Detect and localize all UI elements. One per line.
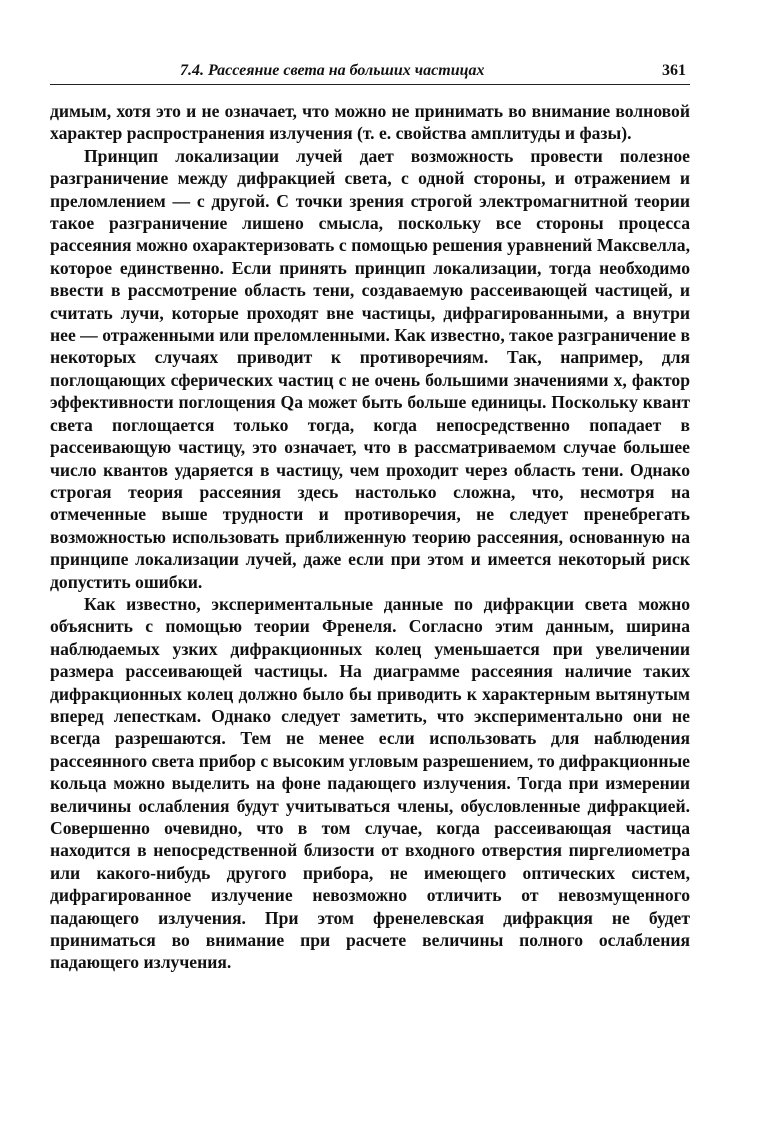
page-number: 361 — [662, 62, 686, 79]
page-header — [50, 62, 690, 85]
paragraph-localization-principle: Принцип локализации лучей дает возможность провести полезное разграничение между дифракцией света, с одной стороны, и отражением и преломлением — с другой. С точки зрения строгой электромагнитной теории такое разграничение лишено смысла, поскольку все стороны процесса рассеяния можно охарактеризовать с помощью решения уравнений Максвелла, которое единственно. Если принять принцип локализации, тогда необходимо ввести в рассмотрение область тени, создаваемую рассеивающей частицей, и считать лучи, которые проходят вне частицы, дифрагированными, а внутри нее — отраженными или преломленными. Как известно, такое разграничение в некоторых случаях приводит к противоречиям. Так, например, для поглощающих сферических частиц с не очень большими значениями x, фактор эффективности поглощения Qa может быть больше единицы. Поскольку квант света поглощается только тогда, когда непосредственно попадает в рассеивающую частицу, это означает, что в рассматриваемом случае большее число квантов ударяется в частицу, чем проходит через область тени. Однако строгая теория рассеяния здесь настолько сложна, что, несмотря на отмеченные выше трудности и противоречия, не следует пренебрегать возможностью использовать приближенную теорию рассеяния, основанную на принципе локализации лучей, даже если при этом и имеется некоторый риск допустить ошибки. — [50, 145, 690, 592]
running-title: 7.4. Рассеяние света на больших частицах — [180, 62, 485, 79]
body-text — [50, 100, 690, 974]
paragraph-diffraction-experiments: Как известно, экспериментальные данные по дифракции света можно объяснить с помощью теории Френеля. Согласно этим данным, ширина наблюдаемых узких дифракционных колец уменьшается при увеличении размера рассеивающей частицы. На диаграмме рассеяния наличие таких дифракционных колец должно было бы приводить к характерным вытянутым вперед лепесткам. Однако следует заметить, что экспериментально они не всегда разрешаются. Тем не менее если использовать для наблюдения рассеянного света прибор с высоким угловым разрешением, то дифракционные кольца можно выделить на фоне падающего излучения. Тогда при измерении величины ослабления будут учитываться члены, обусловленные дифракцией. Совершенно очевидно, что в том случае, когда рассеивающая частица находится в непосредственной близости от входного отверстия пиргелиометра или какого-нибудь другого прибора, не имеющего оптических систем, дифрагированное излучение невозможно отличить от невозмущенного падающего излучения. При этом френелевская дифракция не будет приниматься во внимание при расчете величины полного ослабления падающего излучения. — [50, 593, 690, 973]
paragraph-continuation: димым, хотя это и не означает, что можно не принимать во внимание волновой характер распространения излучения (т. е. свойства амплитуды и фазы). — [50, 101, 690, 144]
